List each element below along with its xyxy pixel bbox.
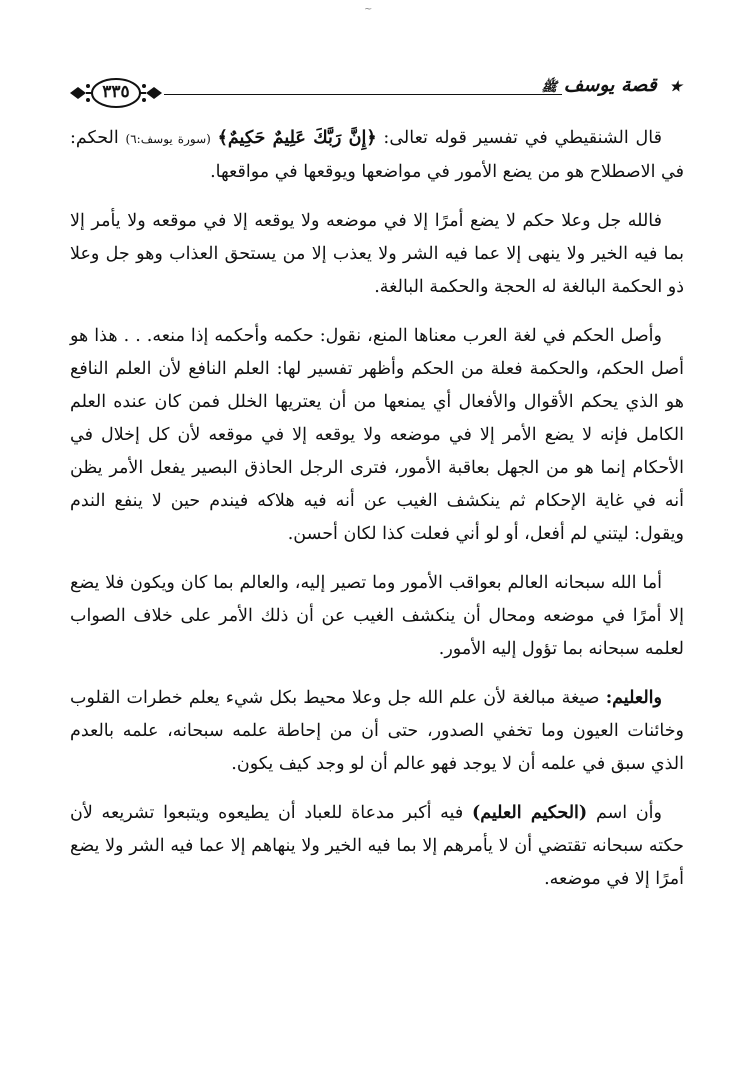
paragraph-6 <box>70 797 684 896</box>
paragraph-2: فالله جل وعلا حكم لا يضع أمرًا إلا في موضعه ولا يوقعه إلا في موقعه ولا يأمر إلا بما فيه الخير ولا ينهى إلا عما فيه الشر ولا يعذب إلا من يستحق العذاب وهو جل وعلا ذو الحكمة البالغة له الحجة والحكمة البالغة. <box>70 211 684 297</box>
p6-rest: فيه أكبر مدعاة للعباد أن يطيعوه ويتبعوا تشريعه لأن حكته سبحانه تقتضي أن لا يأمرهم إلا بما فيه الخير ولا ينهاهم إلا عما فيه الشر ولا يضع أمرًا إلا في موضعه. <box>70 803 684 889</box>
quran-verse: ﴿إِنَّ رَبَّكَ عَلِيمٌ حَكِيمٌ﴾ <box>217 128 377 148</box>
running-title-text: قصة يوسف <box>563 74 657 96</box>
page-number: ٣٣٥ <box>102 82 130 102</box>
page-number-ornament <box>68 74 164 112</box>
running-title <box>541 74 682 98</box>
paragraph-5 <box>70 682 684 781</box>
header-rule <box>164 94 562 95</box>
paragraph-3: وأصل الحكم في لغة العرب معناها المنع، نقول: حكمه وأحكمه إذا منعه. . . هذا هو أصل الحكم، والحكمة فعلة من الحكم وأظهر تفسير لها: العلم النافع لأن العلم النافع هو الذي يحكم الأقوال والأفعال أي يمنعها من أن يعتريها الخلل فمن كان عنده العلم الكامل فإنه لا يضع الأمر إلا في موضعه ولا يوقعه إلا في موقعه لأن كل إخلال في الأحكام إنما هو من الجهل بعاقبة الأمور، فترى الرجل الحاذق البصير يفعل الأمر يظن أنه في غاية الإحكام ثم ينكشف الغيب عن أنه فيه هلاكه فيندم حين لا ينفع الندم ويقول: ليتني لم أفعل، أو لو أني فعلت كذا لكان أحسن. <box>70 326 684 544</box>
p5-rest: صيغة مبالغة لأن علم الله جل وعلا محيط بكل شيء يعلم خطرات القلوب وخائنات العيون وما تخفي الصدور، حتى أن من إحاطة علمه سبحانه، علمه بالعدم الذي سبق في علمه أن لا يوجد فهو عالم أن لو وجد كيف يكون. <box>70 688 684 774</box>
paragraph-4: أما الله سبحانه العالم بعواقب الأمور وما تصير إليه، والعالم بما كان ويكون فلا يضع إلا أمرًا في موضعه ومحال أن ينكشف الغيب عن أن ذلك الأمر على خلاف الصواب لعلمه سبحانه بما تؤول إليه الأمور. <box>70 573 684 659</box>
p6-before: وأن اسم <box>595 803 662 823</box>
verse-reference: (سورة يوسف:٦) <box>125 132 211 146</box>
p5-term: والعليم: <box>605 688 662 708</box>
p1-rest: الحكم: في الاصطلاح هو من يضع الأمور في مواضعها ويوقعها في مواقعها. <box>70 128 684 182</box>
page-body <box>70 122 684 896</box>
page-header <box>68 72 682 112</box>
p6-term: (الحكيم العليم) <box>471 803 588 823</box>
p1-intro: قال الشنقيطي في تفسير قوله تعالى: <box>383 128 662 148</box>
star-icon: ★ <box>669 79 682 95</box>
top-mark: ~ <box>364 4 373 15</box>
honorific-glyph: ﷺ <box>541 80 558 95</box>
paragraph-1 <box>70 122 684 189</box>
